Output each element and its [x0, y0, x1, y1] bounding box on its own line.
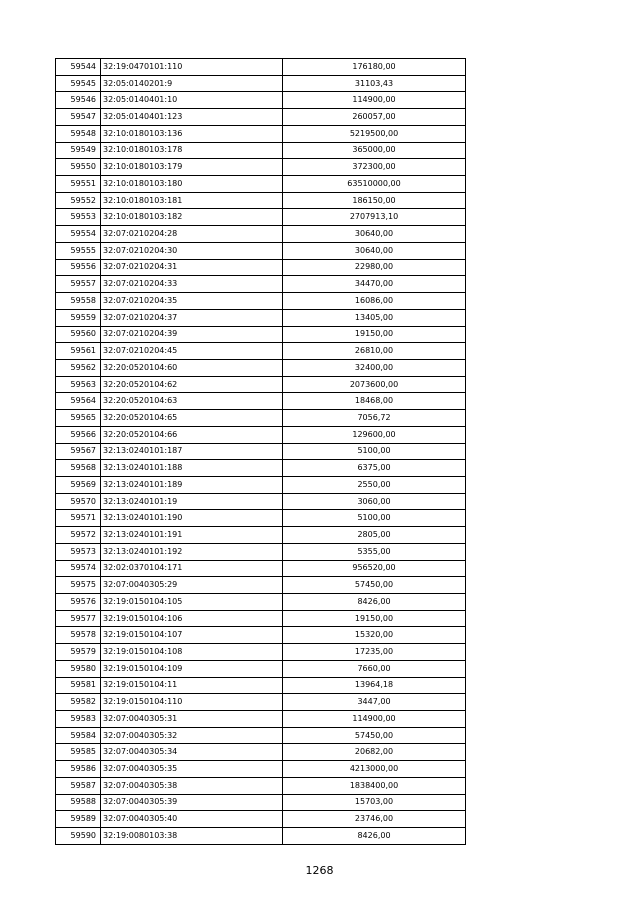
value-cell: 365000,00	[283, 142, 466, 159]
cadastral-number-cell: 32:13:0240101:191	[101, 527, 283, 544]
table-row	[56, 644, 466, 661]
value-cell: 15703,00	[283, 794, 466, 811]
cadastral-number-cell: 32:19:0150104:109	[101, 660, 283, 677]
cadastral-number-cell: 32:10:0180103:179	[101, 159, 283, 176]
table-row	[56, 92, 466, 109]
row-number-cell: 59551	[56, 176, 101, 193]
value-cell: 1838400,00	[283, 777, 466, 794]
value-cell: 3447,00	[283, 694, 466, 711]
cadastral-number-cell: 32:19:0470101:110	[101, 59, 283, 76]
cadastral-number-cell: 32:07:0210204:39	[101, 326, 283, 343]
row-number-cell: 59560	[56, 326, 101, 343]
value-cell: 23746,00	[283, 811, 466, 828]
table-row	[56, 359, 466, 376]
cadastral-number-cell: 32:07:0210204:35	[101, 293, 283, 310]
value-cell: 16086,00	[283, 293, 466, 310]
value-cell: 13405,00	[283, 309, 466, 326]
row-number-cell: 59582	[56, 694, 101, 711]
row-number-cell: 59589	[56, 811, 101, 828]
value-cell: 32400,00	[283, 359, 466, 376]
table-row	[56, 176, 466, 193]
value-cell: 3060,00	[283, 493, 466, 510]
row-number-cell: 59574	[56, 560, 101, 577]
value-cell: 19150,00	[283, 610, 466, 627]
table-row	[56, 727, 466, 744]
cadastral-number-cell: 32:07:0210204:31	[101, 259, 283, 276]
table-row	[56, 610, 466, 627]
row-number-cell: 59554	[56, 226, 101, 243]
cadastral-number-cell: 32:20:0520104:65	[101, 410, 283, 427]
table-row	[56, 577, 466, 594]
value-cell: 63510000,00	[283, 176, 466, 193]
table-row	[56, 376, 466, 393]
cadastral-number-cell: 32:07:0040305:38	[101, 777, 283, 794]
value-cell: 2707913,10	[283, 209, 466, 226]
cadastral-number-cell: 32:19:0150104:11	[101, 677, 283, 694]
cadastral-number-cell: 32:19:0150104:107	[101, 627, 283, 644]
row-number-cell: 59564	[56, 393, 101, 410]
table-row	[56, 326, 466, 343]
value-cell: 57450,00	[283, 577, 466, 594]
row-number-cell: 59570	[56, 493, 101, 510]
table-row	[56, 209, 466, 226]
row-number-cell: 59553	[56, 209, 101, 226]
table-row	[56, 711, 466, 728]
table-row	[56, 493, 466, 510]
table-row	[56, 510, 466, 527]
value-cell: 19150,00	[283, 326, 466, 343]
table-row	[56, 460, 466, 477]
row-number-cell: 59558	[56, 293, 101, 310]
row-number-cell: 59566	[56, 426, 101, 443]
row-number-cell: 59557	[56, 276, 101, 293]
value-cell: 30640,00	[283, 226, 466, 243]
table-row	[56, 343, 466, 360]
row-number-cell: 59584	[56, 727, 101, 744]
table-row	[56, 443, 466, 460]
value-cell: 956520,00	[283, 560, 466, 577]
table-row	[56, 393, 466, 410]
value-cell: 114900,00	[283, 711, 466, 728]
cadastral-number-cell: 32:02:0370104:171	[101, 560, 283, 577]
value-cell: 7056,72	[283, 410, 466, 427]
row-number-cell: 59578	[56, 627, 101, 644]
cadastral-number-cell: 32:07:0210204:33	[101, 276, 283, 293]
cadastral-number-cell: 32:10:0180103:180	[101, 176, 283, 193]
value-cell: 20682,00	[283, 744, 466, 761]
cadastral-number-cell: 32:13:0240101:19	[101, 493, 283, 510]
value-cell: 8426,00	[283, 594, 466, 611]
table-row	[56, 476, 466, 493]
row-number-cell: 59585	[56, 744, 101, 761]
row-number-cell: 59571	[56, 510, 101, 527]
cadastral-number-cell: 32:19:0150104:110	[101, 694, 283, 711]
value-cell: 4213000,00	[283, 761, 466, 778]
cadastral-number-cell: 32:07:0210204:30	[101, 242, 283, 259]
cadastral-number-cell: 32:13:0240101:189	[101, 476, 283, 493]
value-cell: 2550,00	[283, 476, 466, 493]
row-number-cell: 59561	[56, 343, 101, 360]
value-cell: 5219500,00	[283, 125, 466, 142]
value-cell: 18468,00	[283, 393, 466, 410]
row-number-cell: 59587	[56, 777, 101, 794]
table-row	[56, 543, 466, 560]
row-number-cell: 59565	[56, 410, 101, 427]
value-cell: 57450,00	[283, 727, 466, 744]
value-cell: 260057,00	[283, 109, 466, 126]
table-row	[56, 309, 466, 326]
cadastral-number-cell: 32:07:0210204:45	[101, 343, 283, 360]
row-number-cell: 59555	[56, 242, 101, 259]
cadastral-number-cell: 32:13:0240101:192	[101, 543, 283, 560]
row-number-cell: 59552	[56, 192, 101, 209]
row-number-cell: 59579	[56, 644, 101, 661]
row-number-cell: 59572	[56, 527, 101, 544]
table-row	[56, 192, 466, 209]
row-number-cell: 59580	[56, 660, 101, 677]
row-number-cell: 59575	[56, 577, 101, 594]
value-cell: 129600,00	[283, 426, 466, 443]
value-cell: 30640,00	[283, 242, 466, 259]
cadastral-number-cell: 32:13:0240101:190	[101, 510, 283, 527]
table-row	[56, 226, 466, 243]
cadastral-number-cell: 32:19:0150104:105	[101, 594, 283, 611]
cadastral-number-cell: 32:07:0040305:29	[101, 577, 283, 594]
table-row	[56, 828, 466, 845]
table-row	[56, 694, 466, 711]
table-row	[56, 410, 466, 427]
cadastral-number-cell: 32:07:0040305:32	[101, 727, 283, 744]
table-row	[56, 59, 466, 76]
row-number-cell: 59547	[56, 109, 101, 126]
cadastral-number-cell: 32:20:0520104:60	[101, 359, 283, 376]
table-row	[56, 125, 466, 142]
cadastral-number-cell: 32:20:0520104:66	[101, 426, 283, 443]
cadastral-number-cell: 32:19:0150104:106	[101, 610, 283, 627]
value-cell: 31103,43	[283, 75, 466, 92]
row-number-cell: 59581	[56, 677, 101, 694]
cadastral-number-cell: 32:07:0040305:39	[101, 794, 283, 811]
cadastral-number-cell: 32:05:0140401:10	[101, 92, 283, 109]
cadastral-number-cell: 32:20:0520104:63	[101, 393, 283, 410]
row-number-cell: 59546	[56, 92, 101, 109]
cadastral-number-cell: 32:10:0180103:181	[101, 192, 283, 209]
row-number-cell: 59588	[56, 794, 101, 811]
value-cell: 8426,00	[283, 828, 466, 845]
cadastral-number-cell: 32:07:0040305:34	[101, 744, 283, 761]
table-row	[56, 109, 466, 126]
row-number-cell: 59567	[56, 443, 101, 460]
value-cell: 2073600,00	[283, 376, 466, 393]
table-row	[56, 527, 466, 544]
row-number-cell: 59583	[56, 711, 101, 728]
cadastral-number-cell: 32:07:0040305:31	[101, 711, 283, 728]
row-number-cell: 59590	[56, 828, 101, 845]
table-row	[56, 594, 466, 611]
table-row	[56, 744, 466, 761]
value-cell: 5100,00	[283, 443, 466, 460]
row-number-cell: 59586	[56, 761, 101, 778]
table-row	[56, 259, 466, 276]
row-number-cell: 59576	[56, 594, 101, 611]
value-cell: 5100,00	[283, 510, 466, 527]
table-row	[56, 159, 466, 176]
table-row	[56, 560, 466, 577]
table-row	[56, 777, 466, 794]
cadastral-number-cell: 32:19:0080103:38	[101, 828, 283, 845]
row-number-cell: 59548	[56, 125, 101, 142]
row-number-cell: 59562	[56, 359, 101, 376]
cadastral-number-cell: 32:20:0520104:62	[101, 376, 283, 393]
cadastral-number-cell: 32:10:0180103:178	[101, 142, 283, 159]
table-row	[56, 426, 466, 443]
table-row	[56, 761, 466, 778]
page-number: 1268	[305, 864, 334, 877]
table-row	[56, 242, 466, 259]
value-cell: 2805,00	[283, 527, 466, 544]
value-cell: 17235,00	[283, 644, 466, 661]
cadastral-number-cell: 32:07:0040305:40	[101, 811, 283, 828]
cadastral-number-cell: 32:07:0210204:37	[101, 309, 283, 326]
value-cell: 114900,00	[283, 92, 466, 109]
row-number-cell: 59544	[56, 59, 101, 76]
cadastral-number-cell: 32:05:0140201:9	[101, 75, 283, 92]
table-row	[56, 794, 466, 811]
table-row	[56, 677, 466, 694]
row-number-cell: 59569	[56, 476, 101, 493]
table-row	[56, 293, 466, 310]
cadastral-number-cell: 32:10:0180103:136	[101, 125, 283, 142]
cadastral-number-cell: 32:10:0180103:182	[101, 209, 283, 226]
value-cell: 5355,00	[283, 543, 466, 560]
value-cell: 13964,18	[283, 677, 466, 694]
value-cell: 15320,00	[283, 627, 466, 644]
table-row	[56, 660, 466, 677]
cadastral-number-cell: 32:05:0140401:123	[101, 109, 283, 126]
cadastral-number-cell: 32:07:0210204:28	[101, 226, 283, 243]
value-cell: 34470,00	[283, 276, 466, 293]
row-number-cell: 59545	[56, 75, 101, 92]
value-cell: 26810,00	[283, 343, 466, 360]
value-cell: 186150,00	[283, 192, 466, 209]
table-row	[56, 627, 466, 644]
row-number-cell: 59577	[56, 610, 101, 627]
value-cell: 22980,00	[283, 259, 466, 276]
table-body	[56, 59, 466, 845]
cadastral-number-cell: 32:13:0240101:187	[101, 443, 283, 460]
table-row	[56, 811, 466, 828]
cadastral-number-cell: 32:13:0240101:188	[101, 460, 283, 477]
row-number-cell: 59556	[56, 259, 101, 276]
table-row	[56, 142, 466, 159]
cadastral-value-table	[55, 58, 466, 845]
table-row	[56, 276, 466, 293]
value-cell: 6375,00	[283, 460, 466, 477]
value-cell: 176180,00	[283, 59, 466, 76]
row-number-cell: 59550	[56, 159, 101, 176]
row-number-cell: 59568	[56, 460, 101, 477]
table-row	[56, 75, 466, 92]
cadastral-number-cell: 32:19:0150104:108	[101, 644, 283, 661]
row-number-cell: 59559	[56, 309, 101, 326]
row-number-cell: 59573	[56, 543, 101, 560]
cadastral-number-cell: 32:07:0040305:35	[101, 761, 283, 778]
value-cell: 372300,00	[283, 159, 466, 176]
value-cell: 7660,00	[283, 660, 466, 677]
row-number-cell: 59549	[56, 142, 101, 159]
row-number-cell: 59563	[56, 376, 101, 393]
